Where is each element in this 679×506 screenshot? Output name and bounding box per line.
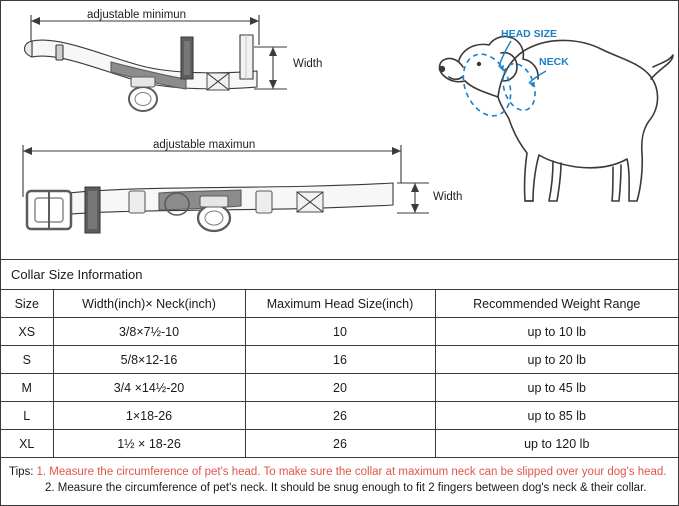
label-adjustable-maximum: adjustable maximun — [153, 139, 256, 151]
cell-weight: up to 45 lb — [435, 374, 678, 402]
collar-illustration-svg — [1, 1, 679, 258]
cell-size: XS — [1, 318, 53, 346]
cell-weight: up to 10 lb — [435, 318, 678, 346]
size-table — [1, 290, 678, 458]
cell-width-neck: 1½ × 18-26 — [53, 430, 245, 458]
cell-size: S — [1, 346, 53, 374]
cell-size: XL — [1, 430, 53, 458]
table-row — [1, 346, 678, 374]
tips-line-1: 1. Measure the circumference of pet's head. To make sure the collar at maximum neck can be slipped over your dog's head. — [36, 466, 667, 478]
table-row — [1, 402, 678, 430]
tips-section — [1, 458, 678, 496]
column-header-max-head-size: Maximum Head Size(inch) — [245, 290, 435, 318]
table-row — [1, 430, 678, 458]
cell-width-neck: 3/8×7½-10 — [53, 318, 245, 346]
cell-weight: up to 85 lb — [435, 402, 678, 430]
label-head-size: HEAD SIZE — [501, 28, 558, 40]
table-header-row — [1, 290, 678, 318]
column-header-size: Size — [1, 290, 53, 318]
illustration-area — [1, 1, 678, 260]
label-width-bottom: Width — [433, 191, 463, 203]
column-header-width-neck: Width(inch)× Neck(inch) — [53, 290, 245, 318]
cell-head-size: 26 — [245, 430, 435, 458]
cell-head-size: 26 — [245, 402, 435, 430]
label-width-top: Width — [293, 58, 323, 70]
cell-head-size: 20 — [245, 374, 435, 402]
label-neck: NECK — [539, 56, 569, 68]
table-title: Collar Size Information — [1, 260, 678, 290]
cell-weight: up to 20 lb — [435, 346, 678, 374]
table-row — [1, 318, 678, 346]
column-header-weight-range: Recommended Weight Range — [435, 290, 678, 318]
cell-width-neck: 5/8×12-16 — [53, 346, 245, 374]
cell-head-size: 16 — [245, 346, 435, 374]
cell-width-neck: 3/4 ×14½-20 — [53, 374, 245, 402]
cell-width-neck: 1×18-26 — [53, 402, 245, 430]
cell-head-size: 10 — [245, 318, 435, 346]
cell-size: M — [1, 374, 53, 402]
tips-line-2: 2. Measure the circumference of pet's neck. It should be snug enough to fit 2 fingers between dog's neck & their collar. — [45, 482, 647, 494]
cell-weight: up to 120 lb — [435, 430, 678, 458]
cell-size: L — [1, 402, 53, 430]
tips-label: Tips: — [9, 466, 34, 478]
label-adjustable-minimum: adjustable minimun — [87, 9, 187, 21]
table-row — [1, 374, 678, 402]
